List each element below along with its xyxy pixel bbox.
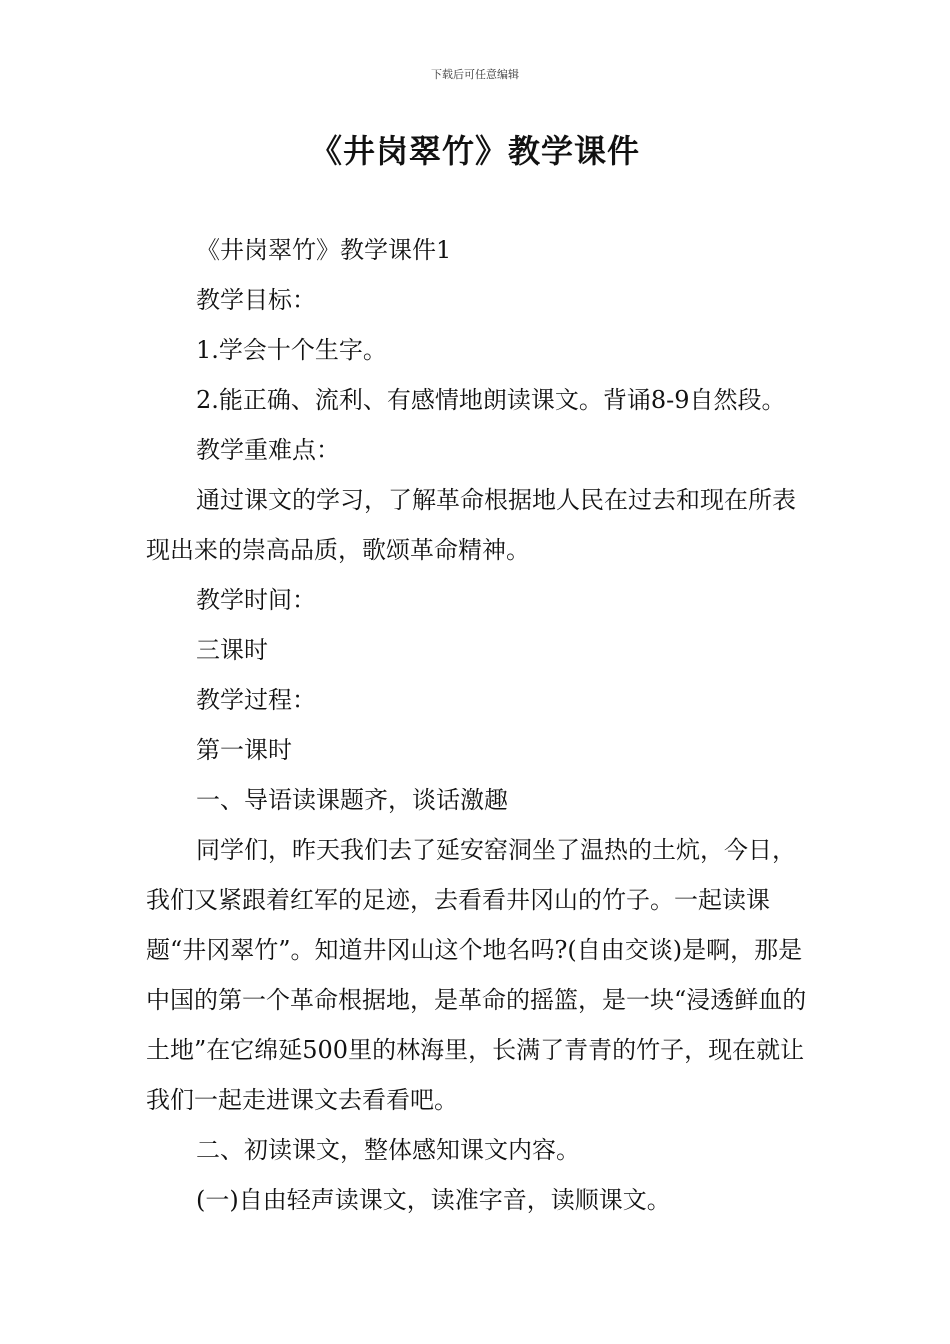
paragraph-time-value: 三课时	[196, 636, 268, 664]
paragraph-goals-label: 教学目标：	[196, 286, 316, 314]
paragraph-intro-text: 同学们，昨天我们去了延安窑洞坐了温热的土炕，今日，我们又紧跟着红军的足迹，去看看井冈山的竹子。一起读课题“井冈翠竹”。知道井冈山这个地名吗?(自由交谈)是啊，那是中国的第一个革命根据地，是革命的摇篮，是一块“浸透鲜血的土地”在它绵延500里的林海里，长满了青青的竹子，现在就让我们一起走进课文去看看吧。	[146, 836, 807, 1114]
paragraph-step-2: 二、初读课文，整体感知课文内容。	[196, 1136, 580, 1164]
paragraph-heading-1: 《井岗翠竹》教学课件1	[196, 236, 452, 264]
paragraph-step-2-1: (一)自由轻声读课文，读准字音，读顺课文。	[196, 1186, 671, 1214]
paragraph-process-label: 教学过程：	[196, 686, 316, 714]
paragraph-goal-2: 2.能正确、流利、有感情地朗读课文。背诵8-9自然段。	[196, 386, 786, 414]
document-body	[146, 225, 810, 1225]
paragraph-step-1: 一、导语读课题齐，谈话激趣	[196, 786, 508, 814]
paragraph-time-label: 教学时间：	[196, 586, 316, 614]
document-title: 《井岗翠竹》教学课件	[309, 132, 640, 170]
paragraph-difficulty-text: 通过课文的学习，了解革命根据地人民在过去和现在所表现出来的崇高品质，歌颂革命精神。	[146, 486, 796, 564]
paragraph-goal-1: 1.学会十个生字。	[196, 336, 387, 364]
paragraph-lesson-1: 第一课时	[196, 736, 292, 764]
paragraph-difficulty-label: 教学重难点：	[196, 436, 340, 464]
header-note: 下载后可任意编辑	[431, 68, 519, 81]
